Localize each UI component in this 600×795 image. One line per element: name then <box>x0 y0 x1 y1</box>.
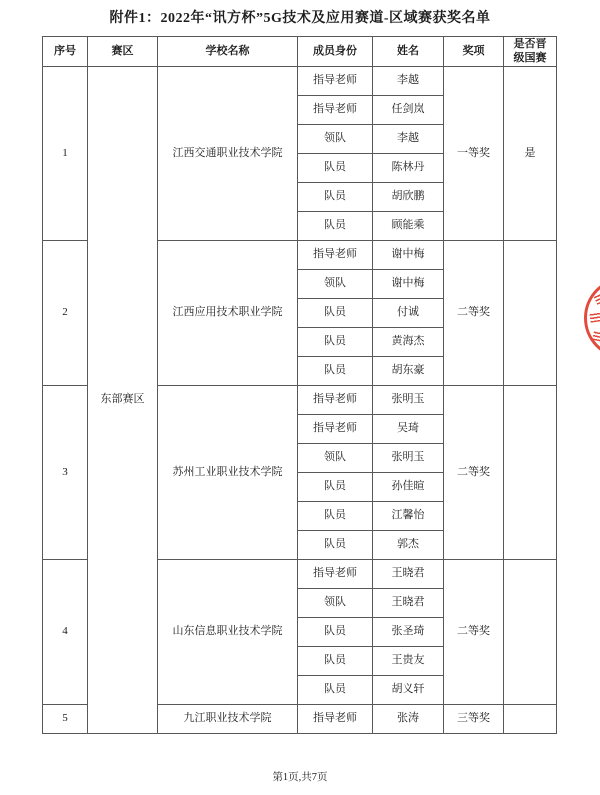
school-cell: 山东信息职业技术学院 <box>158 560 298 705</box>
col-header-national: 是否晋级国赛 <box>504 37 557 67</box>
role-cell: 队员 <box>298 473 373 502</box>
role-cell: 队员 <box>298 328 373 357</box>
name-cell: 王贵友 <box>373 647 444 676</box>
role-cell: 指导老师 <box>298 67 373 96</box>
award-cell: 一等奖 <box>444 67 504 241</box>
name-cell: 张涛 <box>373 705 444 734</box>
seal-text-mark <box>592 331 600 342</box>
table-header-row <box>43 37 557 67</box>
name-cell: 谢中梅 <box>373 270 444 299</box>
role-cell: 队员 <box>298 357 373 386</box>
col-header-serial: 序号 <box>43 37 88 67</box>
role-cell: 指导老师 <box>298 560 373 589</box>
red-seal <box>584 277 600 359</box>
col-header-role: 成员身份 <box>298 37 373 67</box>
role-cell: 指导老师 <box>298 415 373 444</box>
name-cell: 张圣琦 <box>373 618 444 647</box>
role-cell: 领队 <box>298 270 373 299</box>
national-cell: 是 <box>504 67 557 241</box>
award-cell: 二等奖 <box>444 241 504 386</box>
school-cell: 江西应用技术职业学院 <box>158 241 298 386</box>
col-header-name: 姓名 <box>373 37 444 67</box>
name-cell: 张明玉 <box>373 386 444 415</box>
role-cell: 领队 <box>298 444 373 473</box>
role-cell: 指导老师 <box>298 241 373 270</box>
name-cell: 谢中梅 <box>373 241 444 270</box>
col-header-award: 奖项 <box>444 37 504 67</box>
name-cell: 吴琦 <box>373 415 444 444</box>
serial-cell: 4 <box>43 560 88 705</box>
region-cell: 东部赛区 <box>88 67 158 734</box>
role-cell: 指导老师 <box>298 96 373 125</box>
role-cell: 队员 <box>298 502 373 531</box>
page-number: 第1页,共7页 <box>272 772 328 783</box>
name-cell: 黄海杰 <box>373 328 444 357</box>
national-cell <box>504 705 557 734</box>
national-cell <box>504 241 557 386</box>
role-cell: 队员 <box>298 299 373 328</box>
school-cell: 江西交通职业技术学院 <box>158 67 298 241</box>
national-cell <box>504 386 557 560</box>
serial-cell: 1 <box>43 67 88 241</box>
name-cell: 陈林丹 <box>373 154 444 183</box>
col-header-region: 赛区 <box>88 37 158 67</box>
awards-table <box>42 36 557 734</box>
award-cell: 二等奖 <box>444 560 504 705</box>
name-cell: 王晓君 <box>373 589 444 618</box>
name-cell: 李越 <box>373 125 444 154</box>
name-cell: 胡东豪 <box>373 357 444 386</box>
name-cell: 顾能乘 <box>373 212 444 241</box>
role-cell: 队员 <box>298 212 373 241</box>
serial-cell: 2 <box>43 241 88 386</box>
award-cell: 二等奖 <box>444 386 504 560</box>
name-cell: 王晓君 <box>373 560 444 589</box>
seal-text-mark <box>594 292 600 305</box>
school-cell: 九江职业技术学院 <box>158 705 298 734</box>
name-cell: 张明玉 <box>373 444 444 473</box>
role-cell: 领队 <box>298 589 373 618</box>
role-cell: 领队 <box>298 125 373 154</box>
serial-cell: 3 <box>43 386 88 560</box>
role-cell: 队员 <box>298 647 373 676</box>
role-cell: 队员 <box>298 183 373 212</box>
role-cell: 指导老师 <box>298 386 373 415</box>
name-cell: 胡义轩 <box>373 676 444 705</box>
seal-text-mark <box>589 312 600 322</box>
award-cell: 三等奖 <box>444 705 504 734</box>
name-cell: 胡欣鹏 <box>373 183 444 212</box>
name-cell: 江馨怡 <box>373 502 444 531</box>
name-cell: 孙佳暄 <box>373 473 444 502</box>
role-cell: 队员 <box>298 531 373 560</box>
role-cell: 指导老师 <box>298 705 373 734</box>
serial-cell: 5 <box>43 705 88 734</box>
name-cell: 李越 <box>373 67 444 96</box>
role-cell: 队员 <box>298 618 373 647</box>
col-header-school: 学校名称 <box>158 37 298 67</box>
table-row <box>43 67 557 96</box>
name-cell: 郭杰 <box>373 531 444 560</box>
national-cell <box>504 560 557 705</box>
page-title: 附件1：2022年“讯方杯”5G技术及应用赛道-区域赛获奖名单 <box>109 11 491 26</box>
role-cell: 队员 <box>298 154 373 183</box>
school-cell: 苏州工业职业技术学院 <box>158 386 298 560</box>
name-cell: 付诚 <box>373 299 444 328</box>
name-cell: 任剑岚 <box>373 96 444 125</box>
role-cell: 队员 <box>298 676 373 705</box>
